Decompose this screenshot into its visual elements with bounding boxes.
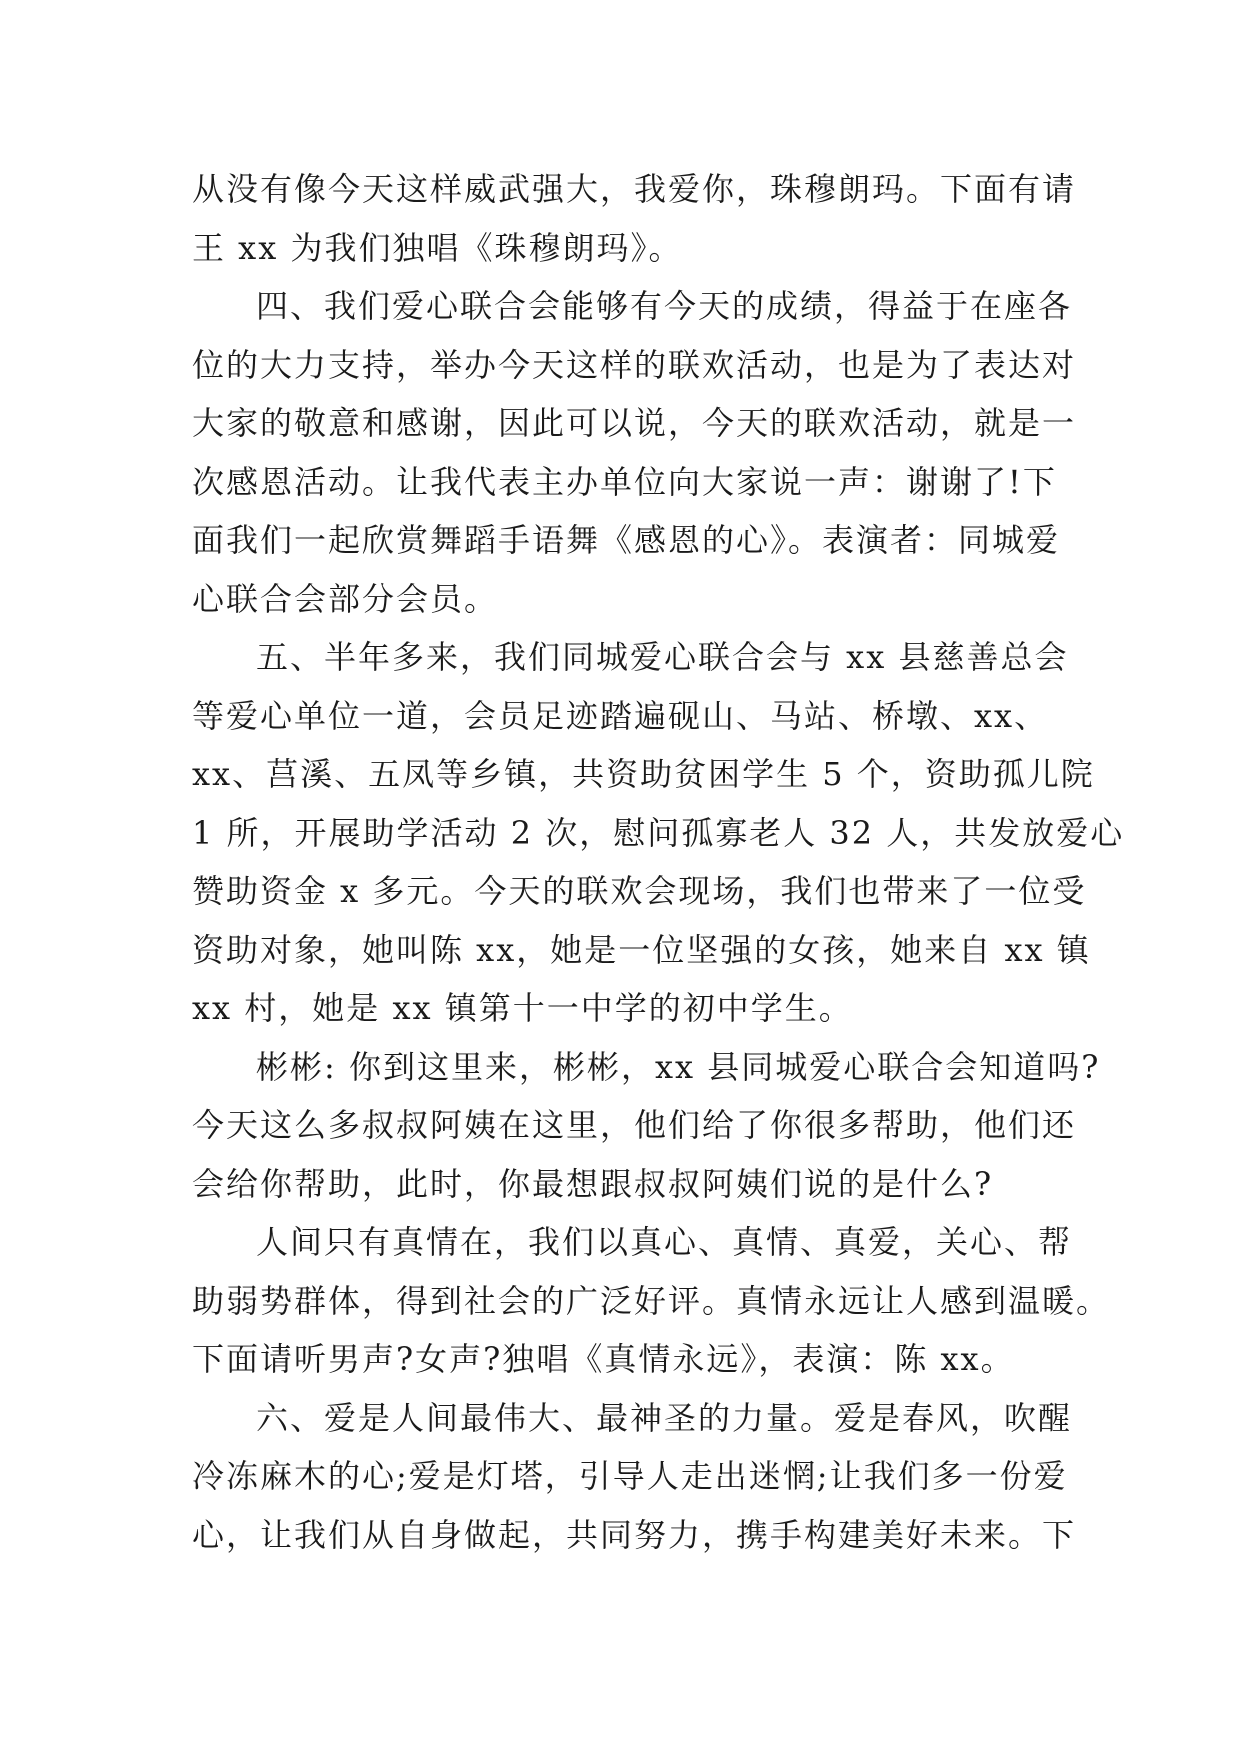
text-line: xx 村，她是 xx 镇第十一中学的初中学生。	[192, 989, 853, 1027]
text-line: 等爱心单位一道，会员足迹踏遍砚山、马站、桥墩、xx、	[192, 696, 1049, 735]
text-line: 彬彬: 你到这里来，彬彬，xx 县同城爱心联合会知道吗?	[256, 1047, 1101, 1086]
text-line: 人间只有真情在，我们以真心、真情、真爱，关心、帮	[256, 1223, 1073, 1261]
text-line: 资助对象，她叫陈 xx，她是一位坚强的女孩，她来自 xx 镇	[192, 930, 1091, 969]
text-line: 六、爱是人间最伟大、最神圣的力量。爱是春风，吹醒	[256, 1398, 1073, 1437]
text-line: 会给你帮助，此时，你最想跟叔叔阿姨们说的是什么?	[192, 1164, 994, 1203]
text-line: 位的大力支持，举办今天这样的联欢活动，也是为了表达对	[192, 345, 1077, 384]
text-line: 王 xx 为我们独唱《珠穆朗玛》。	[192, 228, 683, 267]
text-line: 赞助资金 x 多元。今天的联欢会现场，我们也带来了一位受	[192, 872, 1087, 910]
text-line: 助弱势群体，得到社会的广泛好评。真情永远让人感到温暖。	[192, 1281, 1111, 1320]
text-line: 心联合会部分会员。	[192, 579, 499, 618]
text-line: 今天这么多叔叔阿姨在这里，他们给了你很多帮助，他们还	[192, 1106, 1077, 1144]
text-line: 次感恩活动。让我代表主办单位向大家说一声：谢谢了!下	[192, 462, 1057, 501]
document-body	[192, 160, 1125, 1564]
text-line: 冷冻麻木的心;爱是灯塔，引导人走出迷惘;让我们多一份爱	[192, 1457, 1068, 1495]
text-line: 大家的敬意和感谢，因此可以说，今天的联欢活动，就是一	[192, 404, 1077, 442]
text-line: xx、莒溪、五凤等乡镇，共资助贫困学生 5 个，资助孤儿院	[192, 755, 1095, 793]
text-line: 四、我们爱心联合会能够有今天的成绩，得益于在座各	[256, 287, 1073, 325]
text-line: 面我们一起欣赏舞蹈手语舞《感恩的心》。表演者：同城爱	[192, 521, 1061, 559]
text-line: 心，让我们从自身做起，共同努力，携手构建美好未来。下	[192, 1515, 1077, 1554]
text-line: 1 所，开展助学活动 2 次，慰问孤寡老人 32 人，共发放爱心	[192, 813, 1125, 852]
text-line: 从没有像今天这样威武强大，我爱你，珠穆朗玛。下面有请	[192, 170, 1077, 208]
text-line: 下面请听男声?女声?独唱《真情永远》，表演：陈 xx。	[192, 1340, 1015, 1378]
text-line: 五、半年多来，我们同城爱心联合会与 xx 县慈善总会	[256, 638, 1069, 676]
